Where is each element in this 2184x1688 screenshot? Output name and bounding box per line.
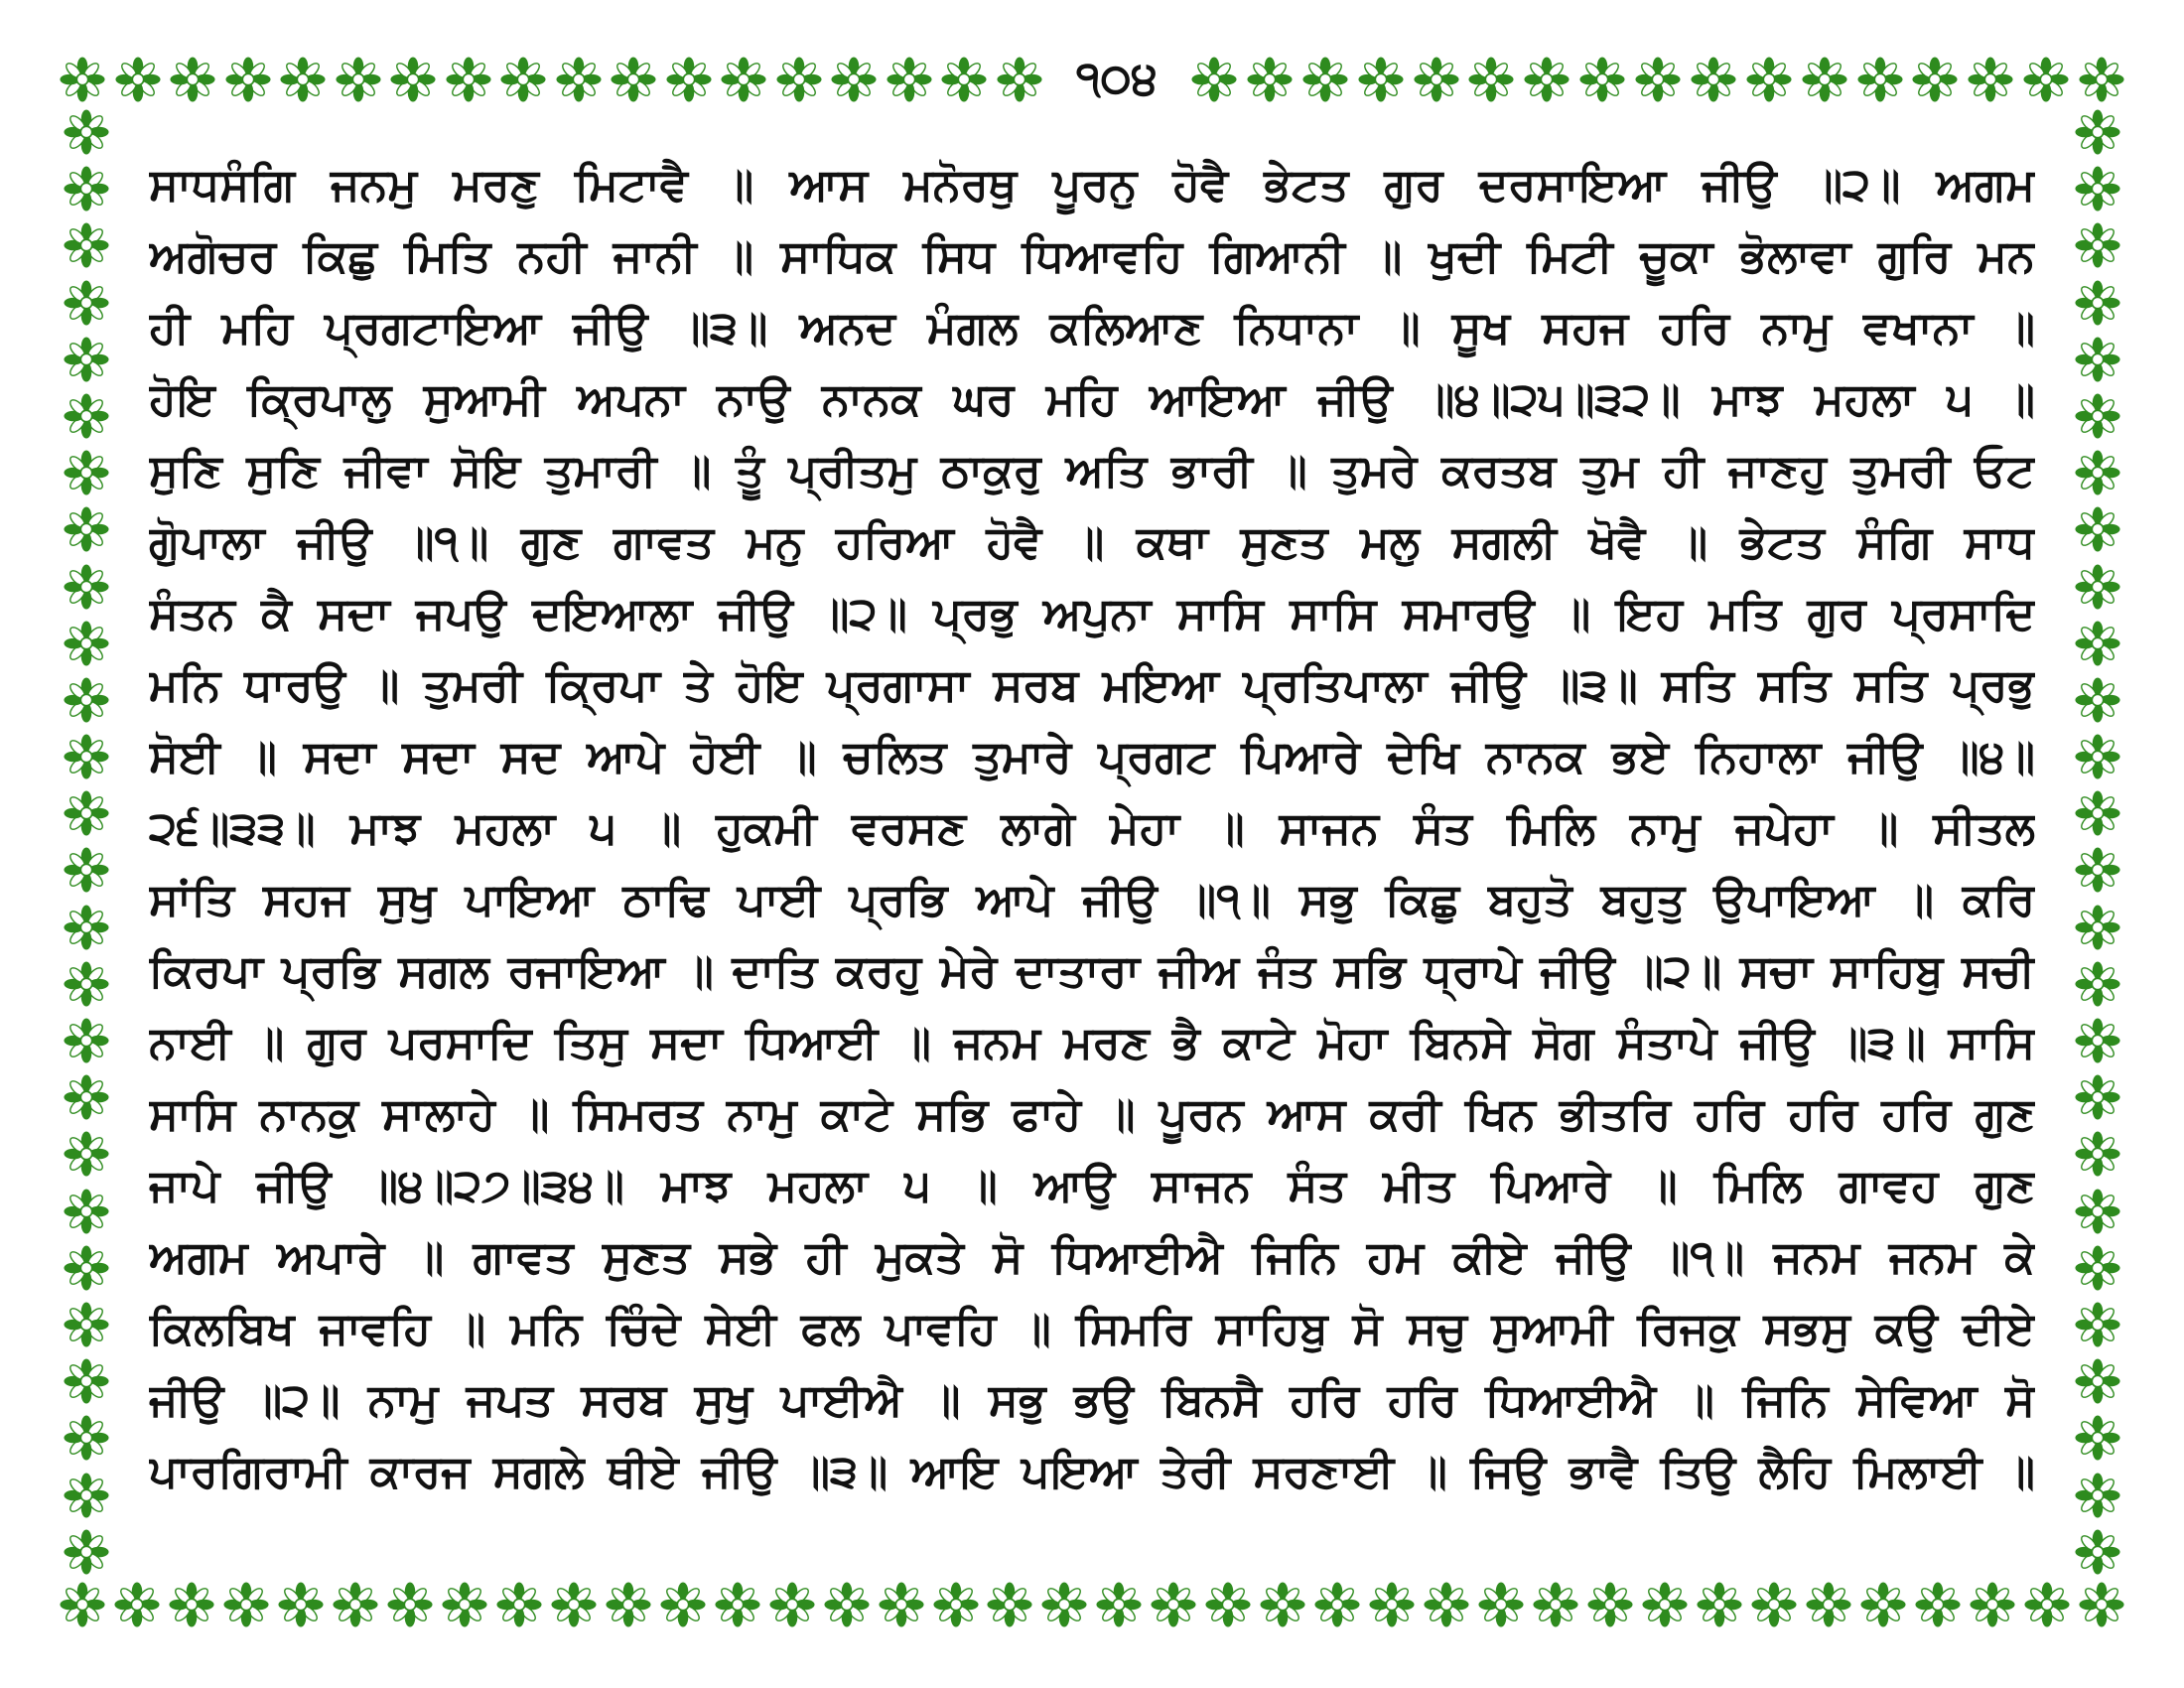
- flower-icon: [64, 847, 109, 893]
- flower-icon: [1041, 1582, 1087, 1627]
- flower-icon: [64, 1302, 109, 1347]
- page-number: ੧੦੪: [1075, 51, 1159, 104]
- scripture-text: [149, 149, 2035, 1539]
- flower-icon: [64, 1473, 109, 1518]
- flower-icon: [2075, 1189, 2120, 1234]
- flower-icon: [2075, 1415, 2120, 1461]
- flower-icon: [2075, 393, 2120, 439]
- flower-icon: [606, 1582, 651, 1627]
- flower-icon: [170, 57, 215, 102]
- flower-icon: [64, 1018, 109, 1063]
- flower-icon: [2075, 1529, 2120, 1575]
- flower-icon: [64, 1074, 109, 1120]
- text-line: ਗੁੋਪਾਲਾ ਜੀਉ ॥੧॥ ਗੁਣ ਗਾਵਤ ਮਨੁ ਹਰਿਆ ਹੋਵੈ ॥ ਕਥਾ ਸੁਣਤ ਮਲੁ ਸਗਲੀ ਖੋਵੈ ॥ ਭੇਟਤ ਸੰਗਿ ਸਾਧ: [149, 515, 2035, 568]
- flower-icon: [715, 1582, 760, 1627]
- flower-icon: [64, 1245, 109, 1291]
- flower-icon: [2075, 109, 2120, 155]
- flower-icon: [1524, 57, 1570, 102]
- border-top-left: [60, 52, 1042, 107]
- flower-icon: [2024, 1582, 2070, 1627]
- text-line: ਸੰਤਨ ਕੈ ਸਦਾ ਜਪਉ ਦਇਆਲਾ ਜੀਉ ॥੨॥ ਪ੍ਰਭੁ ਅਪੁਨਾ ਸਾਸਿ ਸਾਸਿ ਸਮਾਰਉ ॥ ਇਹ ਮਤਿ ਗੁਰ ਪ੍ਰਸਾਦਿ: [149, 587, 2035, 639]
- flower-icon: [2075, 1245, 2120, 1291]
- flower-icon: [1424, 1582, 1469, 1627]
- flower-icon: [2075, 222, 2120, 268]
- flower-icon: [336, 57, 381, 102]
- flower-icon: [1096, 1582, 1142, 1627]
- text-line: ਹੋਇ ਕ੍ਰਿਪਾਲੁ ਸੁਆਮੀ ਅਪਨਾ ਨਾਉ ਨਾਨਕ ਘਰ ਮਹਿ ਆਇਆ ਜੀਉ ॥੪॥੨੫॥੩੨॥ ਮਾਝ ਮਹਲਾ ੫ ॥: [149, 372, 2035, 425]
- text-line: ਨਾਈ ॥ ਗੁਰ ਪਰਸਾਦਿ ਤਿਸੁ ਸਦਾ ਧਿਆਈ ॥ ਜਨਮ ਮਰਣ ਭੈ ਕਾਟੇ ਮੋਹਾ ਬਿਨਸੇ ਸੋਗ ਸੰਤਾਪੇ ਜੀਉ ॥੩॥ ਸਾਸਿ: [149, 1016, 2035, 1068]
- flower-icon: [1468, 57, 1514, 102]
- text-line: ਸੋਈ ॥ ਸਦਾ ਸਦਾ ਸਦ ਆਪੇ ਹੋਈ ॥ ਚਲਿਤ ਤੁਮਾਰੇ ਪ੍ਰਗਟ ਪਿਆਰੇ ਦੇਖਿ ਨਾਨਕ ਭਏ ਨਿਹਾਲਾ ਜੀਉ ॥੪॥: [149, 730, 2035, 782]
- flower-icon: [2075, 905, 2120, 950]
- flower-icon: [1414, 57, 1459, 102]
- text-line: ਜੀਉ ॥੨॥ ਨਾਮੁ ਜਪਤ ਸਰਬ ਸੁਖੁ ਪਾਈਐ ॥ ਸਭੁ ਭਉ ਬਿਨਸੈ ਹਰਿ ਹਰਿ ਧਿਆਈਐ ॥ ਜਿਨਿ ਸੇਵਿਆ ਸੋ: [149, 1373, 2035, 1426]
- flower-icon: [824, 1582, 870, 1627]
- flower-icon: [2075, 621, 2120, 666]
- flower-icon: [611, 57, 656, 102]
- flower-icon: [64, 450, 109, 495]
- flower-icon: [1247, 57, 1293, 102]
- flower-icon: [64, 961, 109, 1007]
- flower-icon: [1302, 57, 1348, 102]
- flower-icon: [1746, 57, 1792, 102]
- flower-icon: [64, 166, 109, 211]
- flower-icon: [1314, 1582, 1360, 1627]
- text-line: ਪਾਰਗਿਰਾਮੀ ਕਾਰਜ ਸਗਲੇ ਥੀਏ ਜੀਉ ॥੩॥ ਆਇ ਪਇਆ ਤੇਰੀ ਸਰਣਾਈ ॥ ਜਿਉ ਭਾਵੈ ਤਿਉ ਲੈਹਿ ਮਿਲਾਈ ॥: [149, 1445, 2035, 1497]
- flower-icon: [2075, 1074, 2120, 1120]
- flower-icon: [1369, 1582, 1415, 1627]
- flower-icon: [721, 57, 766, 102]
- flower-icon: [1806, 1582, 1851, 1627]
- flower-icon: [64, 337, 109, 382]
- flower-icon: [64, 1415, 109, 1461]
- flower-icon: [446, 57, 491, 102]
- flower-icon: [997, 57, 1042, 102]
- flower-icon: [1205, 1582, 1251, 1627]
- flower-icon: [987, 1582, 1032, 1627]
- flower-icon: [390, 57, 436, 102]
- flower-icon: [1635, 57, 1681, 102]
- border-right: [2073, 109, 2122, 1575]
- flower-icon: [2075, 847, 2120, 893]
- flower-icon: [1587, 1582, 1633, 1627]
- flower-icon: [64, 1189, 109, 1234]
- flower-icon: [1860, 1582, 1906, 1627]
- text-line: ਸਾਸਿ ਨਾਨਕੁ ਸਾਲਾਹੇ ॥ ਸਿਮਰਤ ਨਾਮੁ ਕਾਟੇ ਸਭਿ ਫਾਹੇ ॥ ਪੂਰਨ ਆਸ ਕਰੀ ਖਿਨ ਭੀਤਰਿ ਹਰਿ ਹਰਿ ਹਰਿ ਗੁਣ: [149, 1087, 2035, 1140]
- text-line: ੨੬॥੩੩॥ ਮਾਝ ਮਹਲਾ ੫ ॥ ਹੁਕਮੀ ਵਰਸਣ ਲਾਗੇ ਮੇਹਾ ॥ ਸਾਜਨ ਸੰਤ ਮਿਲਿ ਨਾਮੁ ਜਪੇਹਾ ॥ ਸੀਤਲ: [149, 801, 2035, 854]
- flower-icon: [64, 393, 109, 439]
- text-line: ਮਨਿ ਧਾਰਉ ॥ ਤੁਮਰੀ ਕ੍ਰਿਪਾ ਤੇ ਹੋਇ ਪ੍ਰਗਾਸਾ ਸਰਬ ਮਇਆ ਪ੍ਰਤਿਪਾਲਾ ਜੀਉ ॥੩॥ ਸਤਿ ਸਤਿ ਸਤਿ ਪ੍ਰਭੁ: [149, 658, 2035, 711]
- text-line: ਹੀ ਮਹਿ ਪ੍ਰਗਟਾਇਆ ਜੀਉ ॥੩॥ ਅਨਦ ਮੰਗਲ ਕਲਿਆਣ ਨਿਧਾਨਾ ॥ ਸੂਖ ਸਹਜ ਹਰਿ ਨਾਮੁ ਵਖਾਨਾ ॥: [149, 301, 2035, 353]
- flower-icon: [2079, 57, 2124, 102]
- flower-icon: [1751, 1582, 1797, 1627]
- flower-icon: [1579, 57, 1625, 102]
- flower-icon: [387, 1582, 433, 1627]
- flower-icon: [64, 564, 109, 610]
- flower-icon: [64, 905, 109, 950]
- flower-icon: [2075, 1473, 2120, 1518]
- flower-icon: [64, 677, 109, 723]
- border-top-right: [1191, 52, 2124, 107]
- flower-icon: [1968, 57, 2013, 102]
- flower-icon: [1533, 1582, 1578, 1627]
- flower-icon: [64, 506, 109, 552]
- flower-icon: [223, 1582, 269, 1627]
- flower-icon: [2075, 1018, 2120, 1063]
- flower-icon: [2075, 961, 2120, 1007]
- flower-icon: [2075, 337, 2120, 382]
- flower-icon: [64, 109, 109, 155]
- flower-icon: [2075, 564, 2120, 610]
- flower-icon: [769, 1582, 815, 1627]
- flower-icon: [2023, 57, 2069, 102]
- flower-icon: [2075, 790, 2120, 836]
- text-line: ਜਾਪੇ ਜੀਉ ॥੪॥੨੭॥੩੪॥ ਮਾਝ ਮਹਲਾ ੫ ॥ ਆਉ ਸਾਜਨ ਸੰਤ ਮੀਤ ਪਿਆਰੇ ॥ ਮਿਲਿ ਗਾਵਹ ਗੁਣ: [149, 1159, 2035, 1211]
- flower-icon: [2075, 1358, 2120, 1404]
- flower-icon: [280, 57, 326, 102]
- flower-icon: [64, 1529, 109, 1575]
- flower-icon: [64, 222, 109, 268]
- flower-icon: [115, 57, 161, 102]
- flower-icon: [933, 1582, 979, 1627]
- text-line: ਸਾਧਸੰਗਿ ਜਨਮੁ ਮਰਣੁ ਮਿਟਾਵੈ ॥ ਆਸ ਮਨੋਰਥੁ ਪੂਰਨੁ ਹੋਵੈ ਭੇਟਤ ਗੁਰ ਦਰਸਾਇਆ ਜੀਉ ॥੨॥ ਅਗਮ: [149, 158, 2035, 211]
- flower-icon: [500, 57, 546, 102]
- text-line: ਅਗੋਚਰ ਕਿਛੁ ਮਿਤਿ ਨਹੀ ਜਾਨੀ ॥ ਸਾਧਿਕ ਸਿਧ ਧਿਆਵਹਿ ਗਿਆਨੀ ॥ ਖੁਦੀ ਮਿਟੀ ਚੂਕਾ ਭੋਲਾਵਾ ਗੁਰਿ ਮਨ: [149, 229, 2035, 282]
- flower-icon: [2075, 506, 2120, 552]
- flower-icon: [333, 1582, 378, 1627]
- text-line: ਸੁਣਿ ਸੁਣਿ ਜੀਵਾ ਸੋਇ ਤੁਮਾਰੀ ॥ ਤੂੰ ਪ੍ਰੀਤਮੁ ਠਾਕੁਰੁ ਅਤਿ ਭਾਰੀ ॥ ਤੁਮਰੇ ਕਰਤਬ ਤੁਮ ਹੀ ਜਾਣਹੁ ਤੁਮਰੀ ਓਟ: [149, 444, 2035, 496]
- flower-icon: [660, 1582, 706, 1627]
- flower-icon: [278, 1582, 324, 1627]
- text-line: ਅਗਮ ਅਪਾਰੇ ॥ ਗਾਵਤ ਸੁਣਤ ਸਭੇ ਹੀ ਮੁਕਤੇ ਸੋ ਧਿਆਈਐ ਜਿਨਿ ਹਮ ਕੀਏ ਜੀਉ ॥੧॥ ਜਨਮ ਜਨਮ ਕੇ: [149, 1230, 2035, 1283]
- flower-icon: [114, 1582, 160, 1627]
- flower-icon: [1191, 57, 1237, 102]
- flower-icon: [442, 1582, 487, 1627]
- flower-icon: [2075, 677, 2120, 723]
- text-line: ਸਾਂਤਿ ਸਹਜ ਸੁਖੁ ਪਾਇਆ ਠਾਢਿ ਪਾਈ ਪ੍ਰਭਿ ਆਪੇ ਜੀਉ ॥੧॥ ਸਭੁ ਕਿਛੁ ਬਹੁਤੋ ਬਹੁਤੁ ਉਪਾਇਆ ॥ ਕਰਿ: [149, 873, 2035, 925]
- text-line: ਕਿਰਪਾ ਪ੍ਰਭਿ ਸਗਲ ਰਜਾਇਆ ॥ ਦਾਤਿ ਕਰਹੁ ਮੇਰੇ ਦਾਤਾਰਾ ਜੀਅ ਜੰਤ ਸਭਿ ਧ੍ਰਾਪੇ ਜੀਉ ॥੨॥ ਸਚਾ ਸਾਹਿਬੁ ਸਚੀ: [149, 944, 2035, 997]
- flower-icon: [941, 57, 987, 102]
- flower-icon: [556, 57, 602, 102]
- flower-icon: [1912, 57, 1958, 102]
- flower-icon: [887, 57, 932, 102]
- flower-icon: [2075, 734, 2120, 779]
- flower-icon: [64, 280, 109, 326]
- flower-icon: [551, 1582, 597, 1627]
- flower-icon: [879, 1582, 924, 1627]
- flower-icon: [1857, 57, 1903, 102]
- border-left: [62, 109, 111, 1575]
- flower-icon: [666, 57, 712, 102]
- flower-icon: [1802, 57, 1847, 102]
- flower-icon: [1970, 1582, 2015, 1627]
- border-bottom: [60, 1577, 2124, 1632]
- flower-icon: [60, 1582, 105, 1627]
- text-line: ਕਿਲਬਿਖ ਜਾਵਹਿ ॥ ਮਨਿ ਚਿੰਦੇ ਸੇਈ ਫਲ ਪਾਵਹਿ ॥ ਸਿਮਰਿ ਸਾਹਿਬੁ ਸੋ ਸਚੁ ਸੁਆਮੀ ਰਿਜਕੁ ਸਭਸੁ ਕਉ ਦੀਏ: [149, 1302, 2035, 1354]
- flower-icon: [1358, 57, 1404, 102]
- flower-icon: [64, 1358, 109, 1404]
- flower-icon: [1642, 1582, 1688, 1627]
- flower-icon: [1478, 1582, 1524, 1627]
- flower-icon: [2075, 280, 2120, 326]
- flower-icon: [60, 57, 105, 102]
- flower-icon: [1151, 1582, 1196, 1627]
- flower-icon: [2075, 450, 2120, 495]
- flower-icon: [64, 1131, 109, 1177]
- flower-icon: [2075, 1302, 2120, 1347]
- flower-icon: [1697, 1582, 1742, 1627]
- flower-icon: [64, 734, 109, 779]
- flower-icon: [169, 1582, 214, 1627]
- flower-icon: [1915, 1582, 1961, 1627]
- flower-icon: [225, 57, 271, 102]
- flower-icon: [64, 790, 109, 836]
- flower-icon: [64, 621, 109, 666]
- flower-icon: [1260, 1582, 1305, 1627]
- flower-icon: [831, 57, 877, 102]
- flower-icon: [2075, 1131, 2120, 1177]
- flower-icon: [496, 1582, 542, 1627]
- flower-icon: [1691, 57, 1736, 102]
- flower-icon: [2075, 166, 2120, 211]
- flower-icon: [776, 57, 822, 102]
- flower-icon: [2079, 1582, 2124, 1627]
